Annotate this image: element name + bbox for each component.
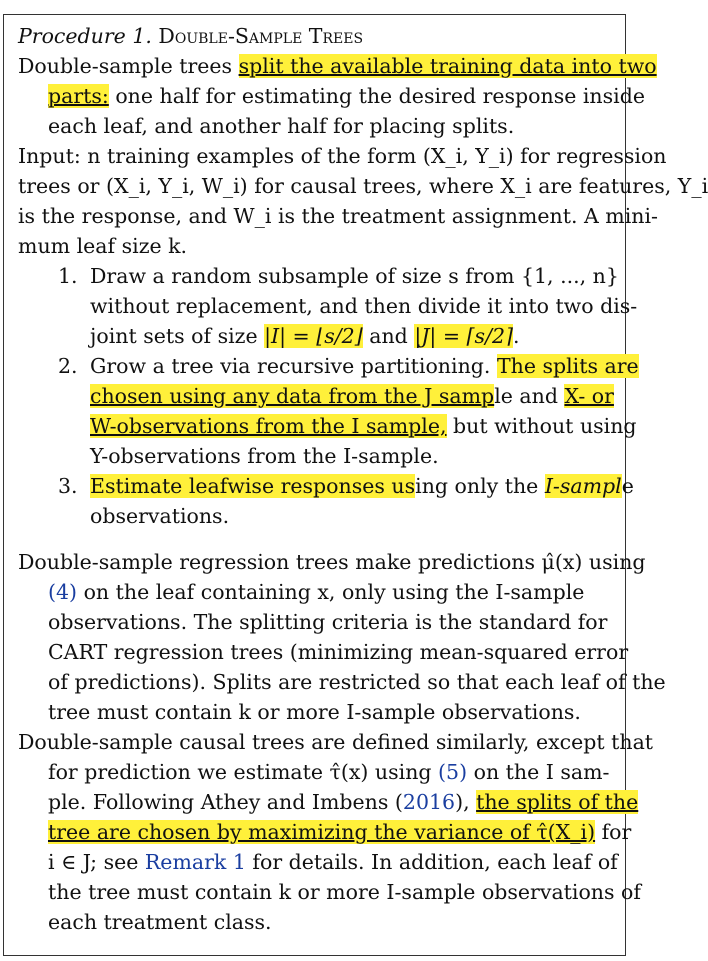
causal-line-6: the tree must contain k or more I-sample observations of <box>48 880 641 904</box>
step-2-number: 2. <box>58 354 78 378</box>
intro-line-1 <box>18 51 657 81</box>
causal-text-5a: i ∈ J; see <box>48 850 145 874</box>
step-1-line-3 <box>90 321 520 351</box>
step-1-highlight-I: |I| = ⌊s/2⌋ <box>264 324 363 348</box>
intro-text-2: one half for estimating the desired response inside <box>108 84 645 108</box>
causal-highlight-2: tree are chosen by maximizing the variance of τ̂(X_i) <box>48 820 596 844</box>
step-2-text-2: le and <box>494 384 565 408</box>
step-3-line-1 <box>90 471 634 501</box>
regression-line-2 <box>48 577 584 607</box>
causal-text-3b: ), <box>455 790 477 814</box>
step-1-line-1: Draw a random subsample of size s from {1, ..., n} <box>90 264 619 288</box>
equation-5-link[interactable]: (5) <box>438 760 468 784</box>
step-2-highlight: The splits are <box>496 354 639 378</box>
causal-line-3 <box>48 787 638 817</box>
step-1-line-2: without replacement, and then divide it into two dis- <box>90 294 638 318</box>
step-2-line-3 <box>90 411 637 441</box>
causal-text-2b: on the I sam- <box>467 760 610 784</box>
causal-highlight: the splits of the <box>476 790 639 814</box>
step-3-number: 3. <box>58 474 78 498</box>
step-3-text-2: e <box>621 474 634 498</box>
regression-line-3: observations. The splitting criteria is the standard for <box>48 610 608 634</box>
intro-highlight-2: parts: <box>48 84 109 108</box>
step-3-text: ing only the <box>415 474 545 498</box>
citation-2016-link[interactable]: 2016 <box>402 790 456 814</box>
step-2-line-1 <box>90 351 639 381</box>
intro-highlight: split the available training data into two <box>238 54 657 78</box>
input-line-2: trees or (X_i, Y_i, W_i) for causal trees, where X_i are features, Y_i <box>18 174 708 198</box>
causal-text-3a: ple. Following Athey and Imbens ( <box>48 790 403 814</box>
intro-line-2 <box>48 81 645 111</box>
regression-line-1: Double-sample regression trees make predictions μ̂(x) using <box>18 550 646 574</box>
causal-line-1: Double-sample causal trees are defined similarly, except that <box>18 730 654 754</box>
regression-line-4: CART regression trees (minimizing mean-squared error <box>48 640 629 664</box>
causal-line-7: each treatment class. <box>48 910 272 934</box>
step-2-line-4: Y-observations from the I-sample. <box>90 444 439 468</box>
step-3-highlight-2: I-sampl <box>544 474 622 498</box>
step-1-text: joint sets of size <box>90 324 265 348</box>
input-line-1: Input: n training examples of the form (X_i, Y_i) for regression <box>18 144 667 168</box>
step-2-text: Grow a tree via recursive partitioning. <box>90 354 497 378</box>
step-3-highlight: Estimate leafwise responses us <box>90 474 416 498</box>
input-line-4: mum leaf size k. <box>18 234 188 258</box>
input-line-3: is the response, and W_i is the treatment assignment. A mini- <box>18 204 658 228</box>
causal-text-5b: for details. In addition, each leaf of <box>245 850 618 874</box>
causal-line-5 <box>48 847 618 877</box>
step-1-period: . <box>513 324 520 348</box>
remark-1-link[interactable]: Remark 1 <box>144 850 246 874</box>
causal-text-4: for <box>595 820 632 844</box>
step-1-and: and <box>362 324 415 348</box>
causal-text-2a: for prediction we estimate τ̂(x) using <box>48 760 439 784</box>
step-2-line-2 <box>90 381 614 411</box>
intro-line-3: each leaf, and another half for placing splits. <box>48 114 515 138</box>
regression-line-6: tree must contain k or more I-sample observations. <box>48 700 581 724</box>
causal-line-4 <box>48 817 631 847</box>
procedure-heading <box>18 21 363 51</box>
intro-text: Double-sample trees <box>18 54 239 78</box>
step-2-highlight-3: X- or <box>564 384 614 408</box>
step-2-highlight-2: chosen using any data from the J samp <box>90 384 495 408</box>
step-1-number: 1. <box>58 264 78 288</box>
step-1-highlight-J: |J| = ⌈s/2⌉ <box>414 324 514 348</box>
causal-line-2 <box>48 757 609 787</box>
procedure-box <box>3 14 708 956</box>
step-2-highlight-4: W-observations from the I sample, <box>90 414 447 438</box>
equation-4-link[interactable]: (4) <box>48 580 78 604</box>
procedure-label: Procedure 1. <box>18 24 152 48</box>
regression-line-5: of predictions). Splits are restricted so that each leaf of the <box>48 670 666 694</box>
step-2-text-3: but without using <box>446 414 637 438</box>
step-3-line-2: observations. <box>90 504 230 528</box>
procedure-title: Double-Sample Trees <box>158 24 364 48</box>
regression-text-2: on the leaf containing x, only using the I-sample <box>77 580 585 604</box>
